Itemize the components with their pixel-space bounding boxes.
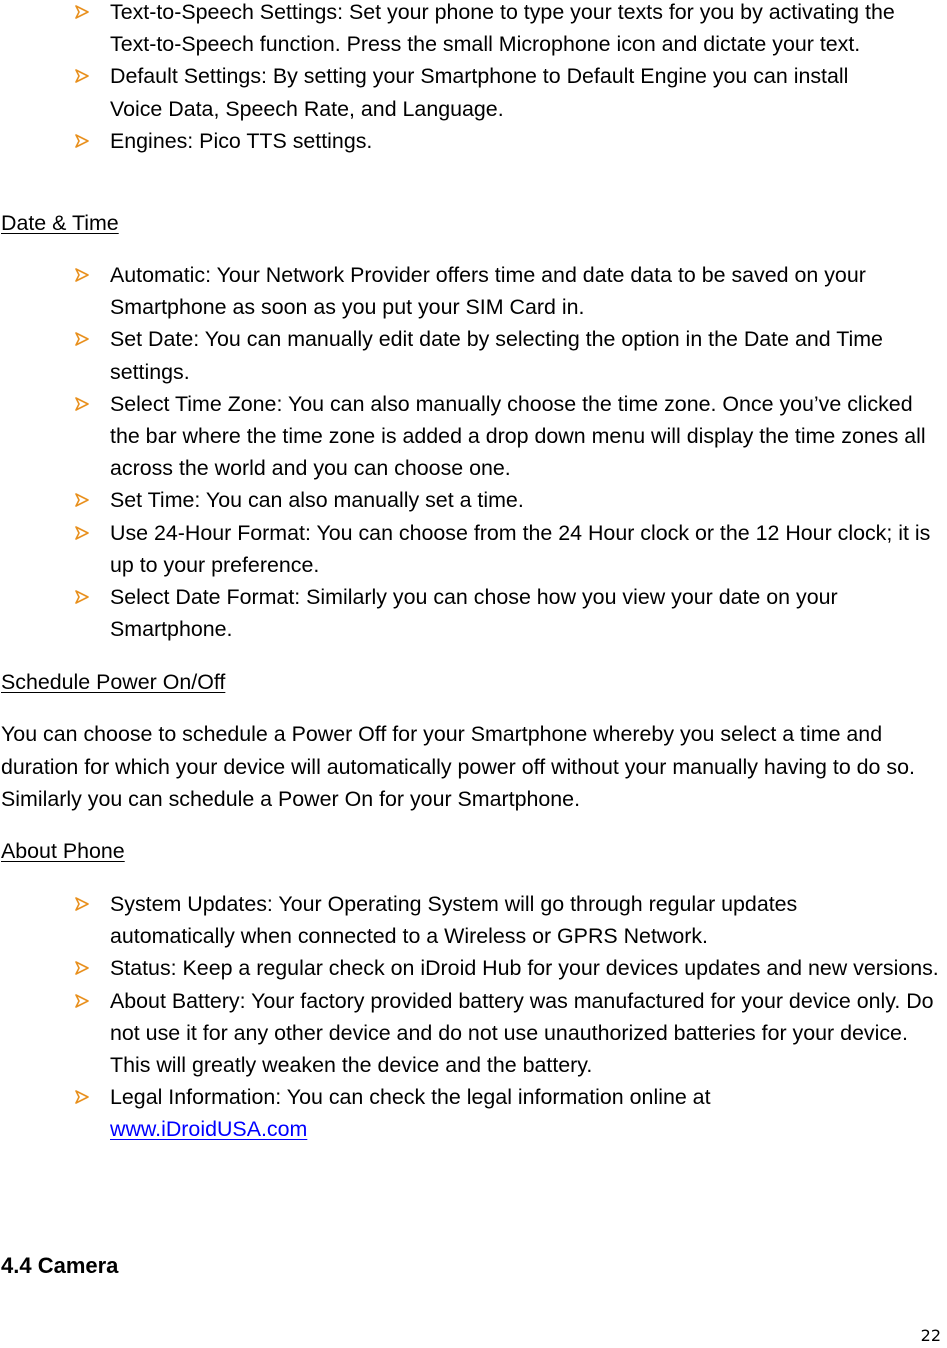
arrow-bullet-icon [75,484,97,516]
list-item-text: Set Time: You can also manually set a time. [110,488,524,513]
list-item [0,1081,874,1145]
list-item-text: Set Date: You can manually edit date by selecting the option in the Date and Time settings. [110,327,883,384]
schedule-power-heading: Schedule Power On/Off [1,670,226,694]
arrow-bullet-icon [75,259,97,291]
idroid-website-link[interactable]: www.iDroidUSA.com [110,1117,308,1142]
about-phone-list [0,888,947,1146]
section-title: 4.4 Camera [1,1253,119,1278]
arrow-bullet-icon [75,517,97,549]
arrow-bullet-icon [75,888,97,920]
list-item [0,985,947,1082]
list-item [0,581,947,645]
list-item [0,125,947,157]
list-item-text: Select Time Zone: You can also manually choose the time zone. Once you’ve clicked the bar where the time zone is added a drop down menu will display the time zones all across the world and you can choose one. [110,391,926,481]
list-item-text: Engines: Pico TTS settings. [110,128,373,153]
date-time-heading: Date & Time [1,211,119,235]
arrow-bullet-icon [75,323,97,355]
arrow-bullet-icon [75,125,97,157]
page-number: 22 [920,1326,941,1345]
date-time-list [0,259,947,645]
list-item-text: Select Date Format: Similarly you can chose how you view your date on your Smartphone. [110,585,838,642]
list-item-text: Legal Information: You can check the legal information online at [110,1085,711,1110]
arrow-bullet-icon [75,60,97,92]
list-item-text: About Battery: Your factory provided battery was manufactured for your device only. Do not use it for any other device and do not use unauthorized batteries for your device. This will greatly weaken the device and the battery. [110,988,934,1078]
list-item-text: Automatic: Your Network Provider offers time and date data to be saved on your Smartphone as soon as you put your SIM Card in. [110,263,866,320]
list-item [0,888,914,952]
arrow-bullet-icon [75,985,97,1017]
list-item [0,484,947,516]
list-item [0,388,947,485]
list-item [0,0,944,60]
about-phone-heading: About Phone [1,839,125,863]
arrow-bullet-icon [75,1081,97,1113]
list-item [0,952,947,984]
tts-list [0,0,947,157]
list-item [0,259,944,323]
list-item-text: Text-to-Speech Settings: Set your phone to type your texts for you by activating the Text-to-Speech function. Press the small Microphone icon and dictate your text. [110,0,895,57]
arrow-bullet-icon [75,388,97,420]
schedule-power-paragraph: You can choose to schedule a Power Off for your Smartphone whereby you select a time and duration for which your device will automatically power off without your manually having to do so. Similarly you can schedule a Power On for your Smartphone. [1,722,915,811]
list-item-text: Default Settings: By setting your Smartphone to Default Engine you can install Voice Data, Speech Rate, and Language. [110,64,849,121]
list-item [0,60,894,124]
list-item [0,517,947,581]
list-item-text: Status: Keep a regular check on iDroid Hub for your devices updates and new versions. [110,956,939,981]
arrow-bullet-icon [75,952,97,984]
list-item-text: System Updates: Your Operating System will go through regular updates automatically when connected to a Wireless or GPRS Network. [110,892,798,949]
list-item [0,323,947,387]
arrow-bullet-icon [75,0,97,28]
arrow-bullet-icon [75,581,97,613]
list-item-text: Use 24-Hour Format: You can choose from the 24 Hour clock or the 12 Hour clock; it is up to your preference. [110,520,931,577]
